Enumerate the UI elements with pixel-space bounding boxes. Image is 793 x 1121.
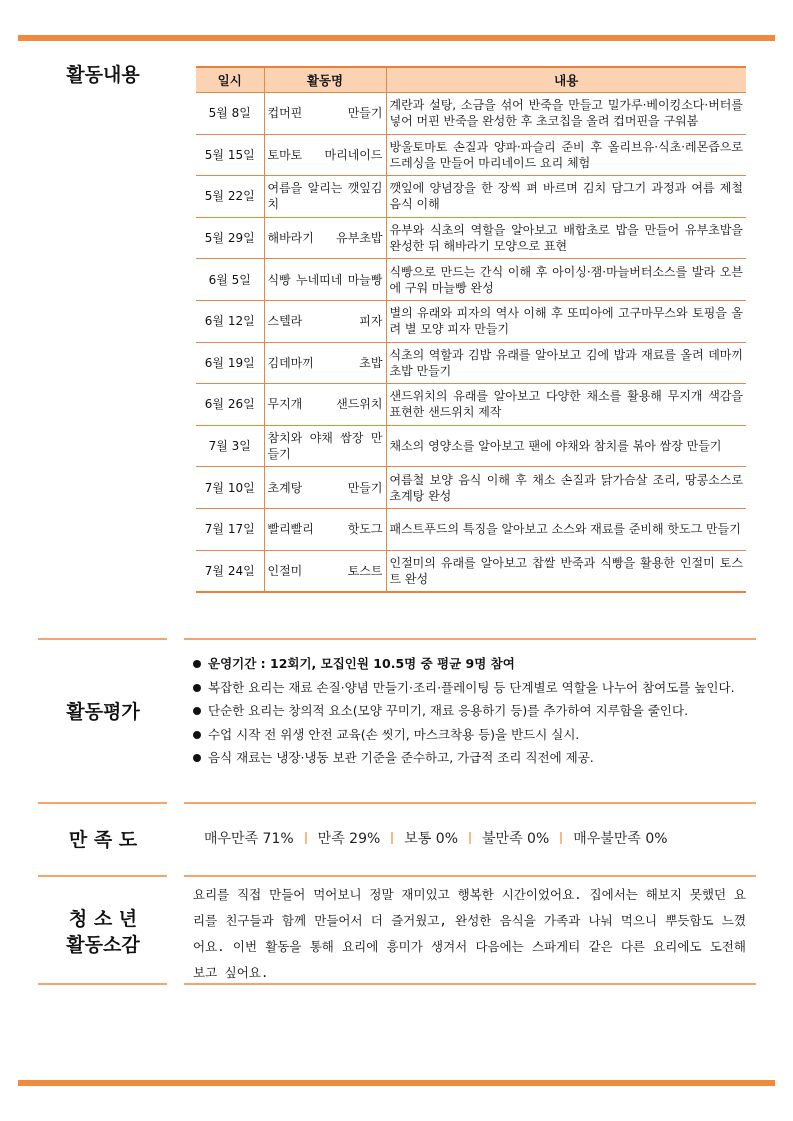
row-content: 여름철 보양 음식 이해 후 채소 손질과 닭가슴살 조리, 땅콩소스로 초계탕 완성 [386, 467, 746, 509]
table-row [196, 134, 746, 176]
table-row [196, 217, 746, 259]
row-activity-name: 스텔라 피자 [264, 300, 386, 342]
satisfaction-very-satisfied: 매우만족 71% [204, 831, 294, 847]
table-row [196, 176, 746, 218]
row-date: 5월 22일 [196, 176, 264, 218]
row-date: 5월 15일 [196, 134, 264, 176]
row-date: 7월 3일 [196, 425, 264, 467]
row-activity-name: 여름을 알리는 깻잎김치 [264, 176, 386, 218]
review-top-rule-right [184, 875, 756, 877]
satisfaction-satisfied: 만족 29% [317, 831, 381, 847]
row-date: 6월 12일 [196, 300, 264, 342]
row-activity-name: 컵머핀 만들기 [264, 93, 386, 135]
review-label-line1: 청 소 년 [68, 908, 138, 930]
row-content: 별의 유래와 피자의 역사 이해 후 또띠아에 고구마무스와 토핑을 올려 별 모양 피자 만들기 [386, 300, 746, 342]
row-activity-name: 참치와 야채 쌈장 만들기 [264, 425, 386, 467]
list-item: 단순한 요리는 창의적 요소(모양 꾸미기, 재료 응용하기 등)를 추가하여 지루함을 줄인다. [190, 699, 735, 723]
row-activity-name: 식빵 누네띠네 마늘빵 [264, 259, 386, 301]
review-bottom-rule-right [184, 983, 756, 985]
row-activity-name: 인절미 토스트 [264, 550, 386, 592]
separator [305, 832, 307, 844]
row-activity-name: 무지개 샌드위치 [264, 384, 386, 426]
row-content: 방울토마토 손질과 양파·파슬리 준비 후 올리브유·식초·레몬즙으로 드레싱을 만들어 마리네이드 요리 체험 [386, 134, 746, 176]
list-item: 복잡한 요리는 재료 손질·양념 만들기·조리·플레이팅 등 단계별로 역할을 나누어 참여도를 높인다. [190, 676, 735, 700]
row-date: 6월 19일 [196, 342, 264, 384]
table-row [196, 300, 746, 342]
evaluation-top-rule-left [38, 638, 167, 640]
separator [469, 832, 471, 844]
bottom-rule [18, 1080, 775, 1086]
row-date: 7월 10일 [196, 467, 264, 509]
row-content: 인절미의 유래를 알아보고 찹쌀 반죽과 식빵을 활용한 인절미 토스트 완성 [386, 550, 746, 592]
review-top-rule-left [38, 875, 167, 877]
row-content: 계란과 설탕, 소금을 섞어 반죽을 만들고 밀가루·베이킹소다·버터를 넣어 머핀 반죽을 완성한 후 초코칩을 올려 컵머핀을 구워봄 [386, 93, 746, 135]
row-content: 유부와 식초의 역할을 알아보고 배합초로 밥을 만들어 유부초밥을 완성한 뒤 해바라기 모양으로 표현 [386, 217, 746, 259]
evaluation-top-rule-right [184, 638, 756, 640]
satisfaction-top-rule-right [184, 802, 756, 804]
satisfaction-top-rule-left [38, 802, 167, 804]
table-row [196, 342, 746, 384]
satisfaction-dissatisfied: 불만족 0% [482, 831, 550, 847]
row-content: 샌드위치의 유래를 알아보고 다양한 채소를 활용해 무지개 색감을 표현한 샌드위치 제작 [386, 384, 746, 426]
row-date: 5월 29일 [196, 217, 264, 259]
row-content: 식빵으로 만드는 간식 이해 후 아이싱·잼·마늘버터소스를 발라 오븐에 구워 마늘빵 완성 [386, 259, 746, 301]
satisfaction-results [204, 828, 668, 848]
table-row [196, 467, 746, 509]
row-activity-name: 해바라기 유부초밥 [264, 217, 386, 259]
table-header-row [196, 67, 746, 93]
row-activity-name: 김데마끼 초밥 [264, 342, 386, 384]
row-content: 채소의 영양소를 알아보고 팬에 야채와 참치를 볶아 쌈장 만들기 [386, 425, 746, 467]
header-content: 내용 [386, 67, 746, 93]
row-content: 깻잎에 양념장을 한 장씩 펴 바르며 김치 담그기 과정과 여름 제철 음식 이해 [386, 176, 746, 218]
row-activity-name: 빨리빨리 핫도그 [264, 508, 386, 550]
review-label-line2: 활동소감 [66, 934, 140, 956]
row-content: 패스트푸드의 특징을 알아보고 소스와 재료를 준비해 핫도그 만들기 [386, 508, 746, 550]
row-activity-name: 초계탕 만들기 [264, 467, 386, 509]
table-row [196, 425, 746, 467]
row-date: 6월 26일 [196, 384, 264, 426]
table-row [196, 508, 746, 550]
activity-label: 활동내용 [66, 64, 140, 86]
evaluation-label: 활동평가 [66, 701, 140, 723]
table-row [196, 384, 746, 426]
satisfaction-neutral: 보통 0% [404, 831, 459, 847]
evaluation-list [190, 652, 735, 770]
header-date: 일시 [196, 67, 264, 93]
satisfaction-very-dissatisfied: 매우불만족 0% [573, 831, 668, 847]
row-date: 6월 5일 [196, 259, 264, 301]
row-date: 7월 17일 [196, 508, 264, 550]
row-date: 5월 8일 [196, 93, 264, 135]
review-text: 요리를 직접 만들어 먹어보니 정말 재미있고 행복한 시간이었어요. 집에서는 해보지 못했던 요리를 친구들과 함께 만들어서 더 즐거웠고, 완성한 음식을 가족과 나눠 먹으니 뿌듯함도 느꼈어요. 이번 활동을 통해 요리에 흥미가 생겨서 다음에는 스파게티 같은 다른 요리에도 도전해 보고 싶어요. [193, 887, 746, 980]
row-content: 식초의 역할과 김밥 유래를 알아보고 김에 밥과 재료를 올려 데마끼 초밥 만들기 [386, 342, 746, 384]
table-row [196, 550, 746, 592]
row-date: 7월 24일 [196, 550, 264, 592]
satisfaction-label: 만 족 도 [68, 829, 138, 851]
top-rule [18, 35, 775, 41]
separator [560, 832, 562, 844]
activity-table [196, 66, 746, 593]
list-item: 운영기간 : 12회기, 모집인원 10.5명 중 평균 9명 참여 [190, 652, 735, 676]
list-item: 수업 시작 전 위생 안전 교육(손 씻기, 마스크착용 등)을 반드시 실시. [190, 723, 735, 747]
review-bottom-rule-left [38, 983, 167, 985]
table-row [196, 93, 746, 135]
separator [391, 832, 393, 844]
header-activity-name: 활동명 [264, 67, 386, 93]
table-row [196, 259, 746, 301]
row-activity-name: 토마토 마리네이드 [264, 134, 386, 176]
list-item: 음식 재료는 냉장·냉동 보관 기준을 준수하고, 가급적 조리 직전에 제공. [190, 746, 735, 770]
